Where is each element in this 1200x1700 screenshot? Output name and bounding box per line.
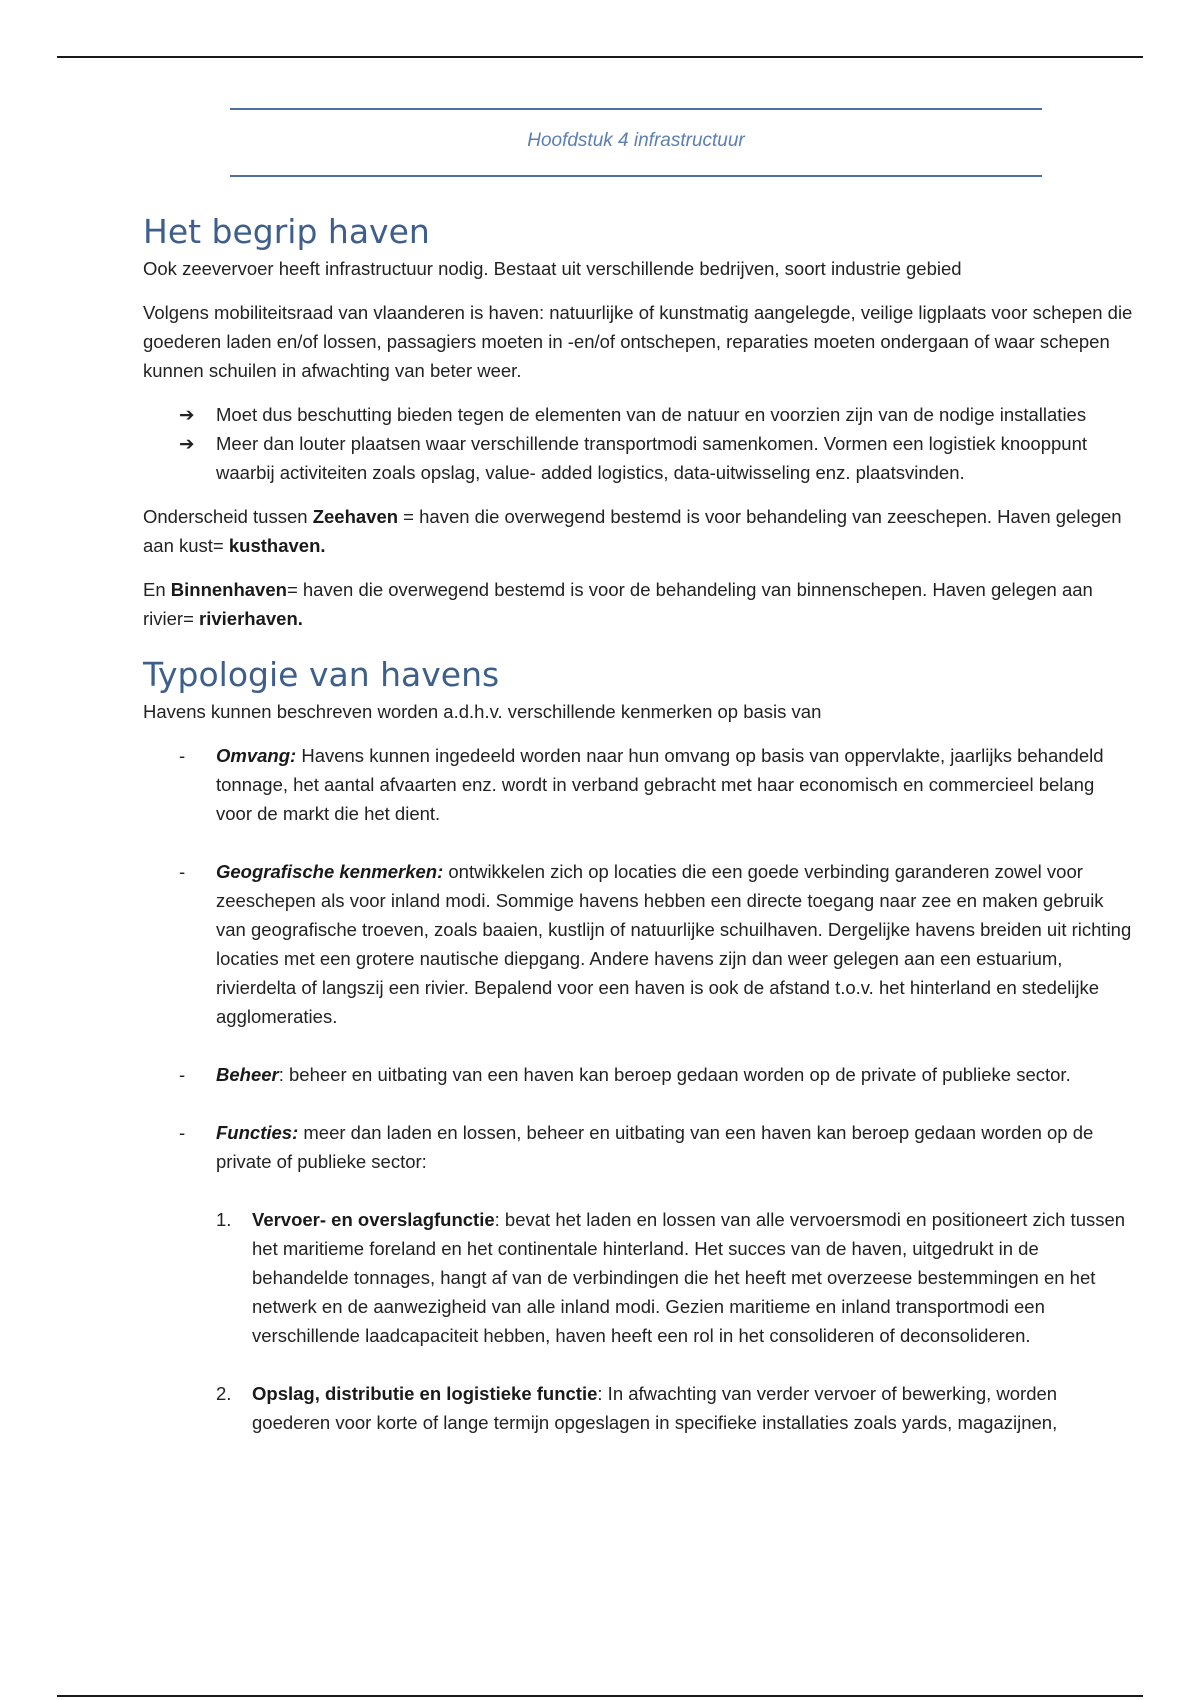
bottom-rule bbox=[57, 1695, 1143, 1697]
dash-bullet: - bbox=[179, 861, 186, 882]
dash-list-item bbox=[143, 1118, 1133, 1437]
item-term: Functies: bbox=[216, 1122, 299, 1143]
term-binnenhaven: Binnenhaven bbox=[170, 579, 287, 600]
dash-list-item bbox=[143, 741, 1133, 828]
section-heading-haven: Het begrip haven bbox=[143, 212, 430, 251]
arrow-list-item bbox=[143, 400, 1133, 429]
text-run: Onderscheid tussen bbox=[143, 506, 313, 527]
term-kusthaven: kusthaven. bbox=[228, 535, 326, 556]
item-text: ontwikkelen zich op locaties die een goede verbinding garanderen zowel voor zeeschepen als voor inland modi. Sommige havens hebben een directe toegang naar zee en maken gebruik van geografische troeven, zoals baaien, kustlijn of natuurlijke schuilhaven. Dergelijke havens breiden uit richting locaties met een grotere nautische diepgang. Andere havens zijn dan weer gelegen aan een estuarium, rivierdelta of langszij een rivier. Bepalend voor een haven is ook de afstand t.o.v. het hinterland en stedelijke agglomeraties. bbox=[216, 861, 1132, 1027]
text-run: = haven die overwegend bestemd is voor behandeling van zeeschepen. Haven gelegen aan kust= bbox=[143, 506, 1122, 556]
paragraph-intro: Ook zeevervoer heeft infrastructuur nodig. Bestaat uit verschillende bedrijven, soort industrie gebied bbox=[143, 258, 962, 279]
chapter-header bbox=[230, 108, 1042, 178]
arrow-right-icon: ➔ bbox=[179, 404, 195, 425]
dash-list-item bbox=[143, 857, 1133, 1031]
function-number: 1. bbox=[216, 1209, 232, 1230]
item-text: Havens kunnen ingedeeld worden naar hun omvang op basis van oppervlakte, jaarlijks behandeld tonnage, het aantal afvaarten enz. wordt in verband gebracht met haar economisch en commercieel belang voor de markt die het dient. bbox=[216, 745, 1104, 824]
function-item bbox=[216, 1379, 1133, 1437]
item-term: Geografische kenmerken: bbox=[216, 861, 444, 882]
chapter-line-top bbox=[230, 108, 1042, 110]
text-run: = haven die overwegend bestemd is voor de behandeling van binnenschepen. Haven gelegen aan rivier= bbox=[143, 579, 1093, 629]
dash-bullet: - bbox=[179, 1064, 186, 1085]
arrow-list-item bbox=[143, 429, 1133, 487]
functions-list bbox=[216, 1205, 1133, 1437]
dash-list bbox=[143, 741, 1133, 1437]
term-zeehaven: Zeehaven bbox=[312, 506, 399, 527]
function-term: Vervoer- en overslagfunctie bbox=[252, 1209, 495, 1230]
arrow-item-text: Meer dan louter plaatsen waar verschillende transportmodi samenkomen. Vormen een logistiek knooppunt waarbij activiteiten zoals opslag, value- added logistics, data-uitwisseling enz. plaatsvinden. bbox=[216, 433, 1088, 483]
function-item bbox=[216, 1205, 1133, 1350]
document-body bbox=[143, 210, 1133, 1466]
paragraph-zeehaven bbox=[143, 502, 1133, 560]
paragraph-typologie-intro: Havens kunnen beschreven worden a.d.h.v. verschillende kenmerken op basis van bbox=[143, 701, 822, 722]
term-rivierhaven: rivierhaven. bbox=[199, 608, 303, 629]
function-text: : bevat het laden en lossen van alle vervoersmodi en positioneert zich tussen het maritieme foreland en het continentale hinterland. Het succes van de haven, uitgedrukt in de behandelde tonnages, hangt af van de verbindingen die het heeft met overzeese bestemmingen en het netwerk en de aanwezigheid van alle inland modi. Gezien maritieme en inland transportmodi een verschillende laadcapaciteit hebben, haven heeft een rol in het consolideren of deconsolideren. bbox=[252, 1209, 1126, 1346]
paragraph-definition: Volgens mobiliteitsraad van vlaanderen is haven: natuurlijke of kunstmatig aangelegde, veilige ligplaats voor schepen die goederen laden en/of lossen, passagiers moeten in -en/of ontschepen, reparaties moeten ondergaan of waar schepen kunnen schuilen in afwachting van beter weer. bbox=[143, 302, 1133, 381]
arrow-right-icon: ➔ bbox=[179, 433, 195, 454]
top-rule bbox=[57, 56, 1143, 58]
dash-bullet: - bbox=[179, 1122, 186, 1143]
chapter-line-bottom bbox=[230, 175, 1042, 177]
function-number: 2. bbox=[216, 1383, 232, 1404]
item-text: : beheer en uitbating van een haven kan beroep gedaan worden op de private of publieke sector. bbox=[278, 1064, 1071, 1085]
arrow-list bbox=[143, 400, 1133, 487]
arrow-item-text: Moet dus beschutting bieden tegen de elementen van de natuur en voorzien zijn van de nodige installaties bbox=[216, 404, 1087, 425]
function-term: Opslag, distributie en logistieke functie bbox=[252, 1383, 598, 1404]
section-heading-typologie: Typologie van havens bbox=[143, 655, 500, 694]
dash-list-item bbox=[143, 1060, 1133, 1089]
item-term: Omvang: bbox=[216, 745, 297, 766]
item-text: meer dan laden en lossen, beheer en uitbating van een haven kan beroep gedaan worden op de private of publieke sector: bbox=[216, 1122, 1094, 1172]
paragraph-binnenhaven bbox=[143, 575, 1133, 633]
dash-bullet: - bbox=[179, 745, 186, 766]
item-term: Beheer bbox=[216, 1064, 279, 1085]
text-run: En bbox=[143, 579, 171, 600]
function-text: : In afwachting van verder vervoer of bewerking, worden goederen voor korte of lange termijn opgeslagen in specifieke installaties zoals yards, magazijnen, bbox=[252, 1383, 1058, 1433]
chapter-title: Hoofdstuk 4 infrastructuur bbox=[527, 130, 745, 151]
